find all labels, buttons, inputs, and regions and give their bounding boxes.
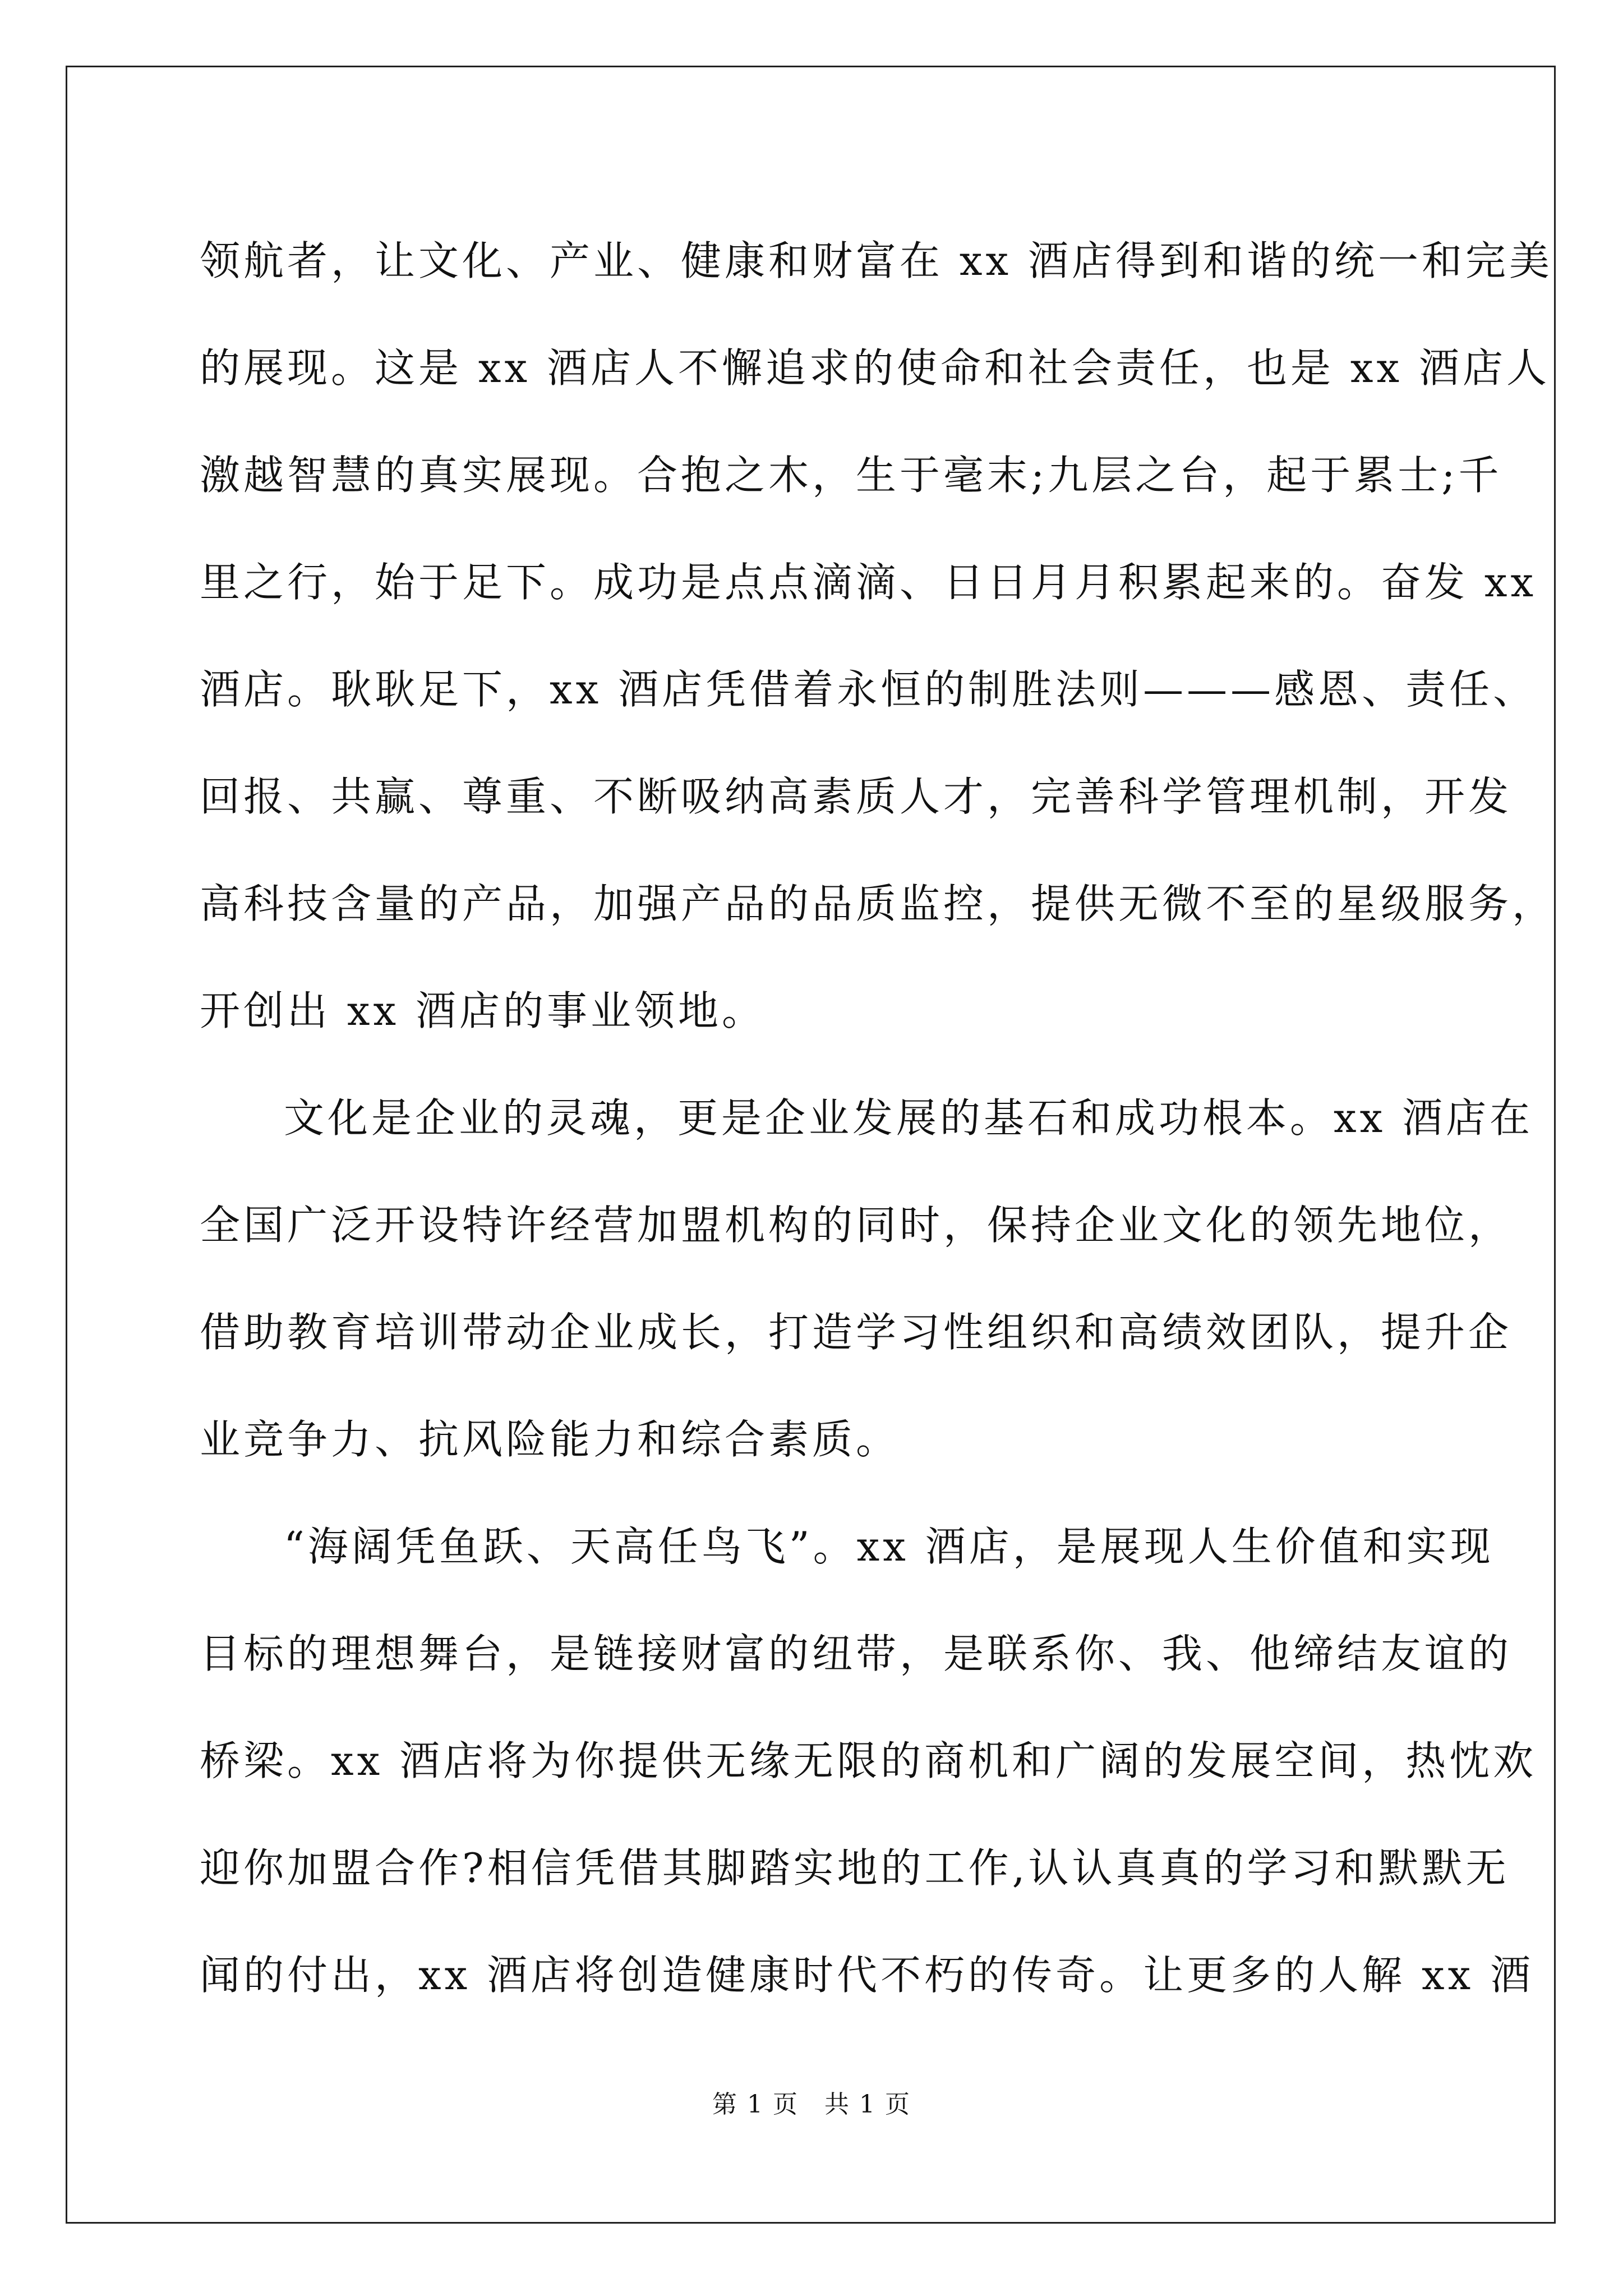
paragraph-start-line: “海阔凭鱼跃、天高任鸟飞”。xx 酒店，是展现人生价值和实现 xyxy=(284,1523,1494,1570)
text-line: 业竞争力、抗风险能力和综合素质。 xyxy=(200,1416,900,1463)
page-number: 第 1 页 共 1 页 xyxy=(712,2090,911,2119)
text-line: 的展现。这是 xx 酒店人不懈追求的使命和社会责任，也是 xx 酒店人 xyxy=(200,344,1550,392)
text-line: 回报、共赢、尊重、不断吸纳高素质人才，完善科学管理机制，开发 xyxy=(200,773,1513,820)
paragraph-start-line: 文化是企业的灵魂，更是企业发展的基石和成功根本。xx 酒店在 xyxy=(284,1094,1534,1142)
text-line: 里之行，始于足下。成功是点点滴滴、日日月月积累起来的。奋发 xx xyxy=(200,559,1537,606)
text-line: 闻的付出，xx 酒店将创造健康时代不朽的传奇。让更多的人解 xx 酒 xyxy=(200,1952,1534,1999)
text-line: 开创出 xx 酒店的事业领地。 xyxy=(200,987,766,1034)
text-line: 迎你加盟合作?相信凭借其脚踏实地的工作,认认真真的学习和默默无 xyxy=(200,1844,1510,1892)
document-body xyxy=(200,208,1556,2029)
text-line: 全国广泛开设特许经营加盟机构的同时，保持企业文化的领先地位， xyxy=(200,1202,1513,1249)
text-line: 领航者，让文化、产业、健康和财富在 xx 酒店得到和谐的统一和完美 xyxy=(200,237,1553,284)
text-line: 借助教育培训带动企业成长，打造学习性组织和高绩效团队，提升企 xyxy=(200,1309,1513,1356)
text-line: 激越智慧的真实展现。合抱之木，生于毫末;九层之台，起于累士;千 xyxy=(200,452,1502,499)
text-line: 高科技含量的产品，加强产品的品质监控，提供无微不至的星级服务， xyxy=(200,880,1556,927)
text-line: 目标的理想舞台，是链接财富的纽带，是联系你、我、他缔结友谊的 xyxy=(200,1630,1513,1677)
text-line: 桥梁。xx 酒店将为你提供无缘无限的商机和广阔的发展空间，热忱欢 xyxy=(200,1737,1537,1784)
text-line: 酒店。耿耿足下，xx 酒店凭借着永恒的制胜法则———感恩、责任、 xyxy=(200,666,1537,713)
